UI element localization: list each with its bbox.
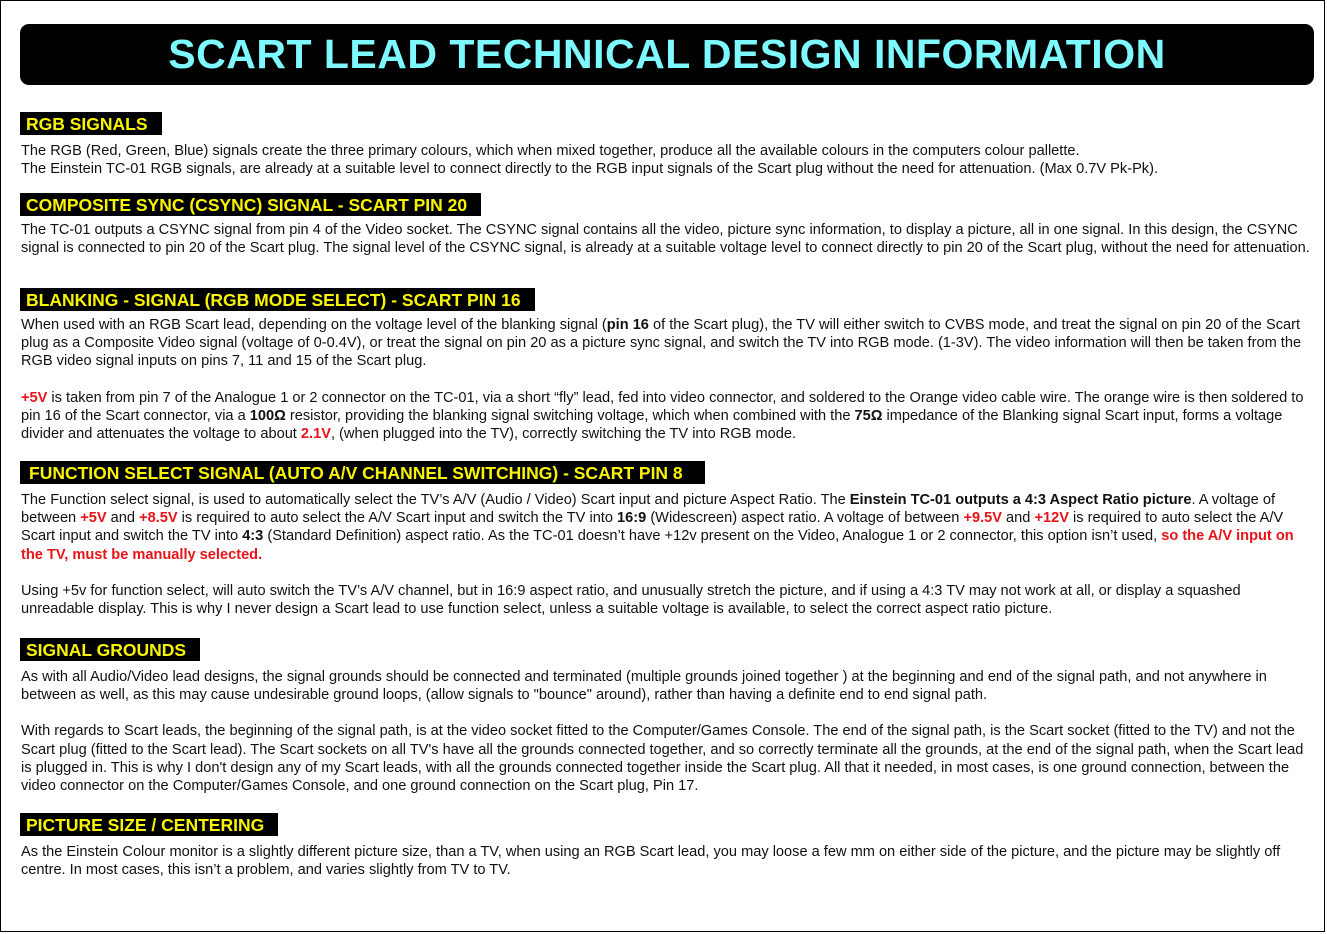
section-blanking-signal — [20, 288, 1310, 443]
paragraph: The Einstein TC-01 RGB signals, are already at a suitable level to connect directly to the RGB input signals of the Scart plug without the need for attenuation. (Max 0.7V Pk-Pk). — [21, 161, 1159, 178]
section-function-select — [20, 461, 1310, 618]
section-picture-size — [20, 813, 1310, 879]
paragraph: +5V is taken from pin 7 of the Analogue 1 or 2 connector on the TC-01, via a short “fly” lead, fed into video connector, and soldered to the Orange video cable wire. The orange wire is then soldered to pin 16 of the Scart connector, via a 100Ω resistor, providing the blanking signal switching voltage, which when combined with the 75Ω impedance of the Blanking signal Scart input, forms a voltage divider and attenuates the voltage to about 2.1V, (when plugged into the TV), correctly switching the TV into RGB mode. — [21, 389, 1304, 443]
paragraph: Using +5v for function select, will auto switch the TV’s A/V channel, but in 16:9 aspect ratio, and unusually stretch the picture, and if using a 4:3 TV may not work at all, or display a squashed unreadable display. This is why I never design a Scart lead to use function select, unless a suitable voltage is available, to select the correct aspect ratio picture. — [21, 582, 1241, 618]
paragraph: The RGB (Red, Green, Blue) signals create the three primary colours, which when mixed together, produce all the available colours in the computers colour pallette. — [21, 143, 1080, 159]
paragraph: As the Einstein Colour monitor is a slightly different picture size, than a TV, when using an RGB Scart lead, you may loose a few mm on either side of the picture, and the picture may be slightly off centre. In most cases, this isn’t a problem, and varies slightly from TV to TV. — [21, 844, 1281, 879]
section-rgb-signals — [20, 112, 1310, 178]
paragraph: The TC-01 outputs a CSYNC signal from pin 4 of the Video socket. The CSYNC signal contains all the video, picture sync information, to display a picture, all in one signal. In this design, the CSYNC signal is connected to pin 20 of the Scart plug. The signal level of the CSYNC signal, is already at a suitable voltage level to connect directly to pin 20 of the Scart plug, without the need for attenuation. — [21, 222, 1310, 257]
paragraph: When used with an RGB Scart lead, depending on the voltage level of the blanking signal (pin 16 of the Scart plug), the TV will either switch to CVBS mode, and treat the signal on pin 20 of the Scart plug as a Composite Video signal (voltage of 0-0.4V), or treat the signal on pin 20 as a picture sync signal, and switch the TV into RGB mode. (1-3V). The video information will then be taken from the RGB video signal inputs on pins 7, 11 and 15 of the Scart plug. — [21, 317, 1302, 370]
section-heading: FUNCTION SELECT SIGNAL (AUTO A/V CHANNEL SWITCHING) - SCART PIN 8 — [20, 461, 705, 484]
section-heading: PICTURE SIZE / CENTERING — [20, 813, 278, 836]
section-heading: BLANKING - SIGNAL (RGB MODE SELECT) - SCART PIN 16 — [20, 288, 535, 311]
paragraph: With regards to Scart leads, the beginning of the signal path, is at the video socket fitted to the Computer/Games Console. The end of the signal path, is the Scart socket (fitted to the TV) and not the Scart plug (fitted to the Scart lead). The Scart sockets on all TV's have all the grounds connected together, and so correctly terminate all the grounds, at the end of the signal path, when the Scart lead is plugged in. This is why I don't design any of my Scart leads, with all the grounds connected together inside the Scart plug. All that it needed, in most cases, is one ground connection, between the video connector on the Computer/Games Console, and one ground connection on the Scart plug, Pin 17. — [21, 723, 1304, 795]
section-signal-grounds — [20, 638, 1310, 795]
title-banner — [20, 24, 1314, 85]
section-heading: COMPOSITE SYNC (CSYNC) SIGNAL - SCART PIN 20 — [20, 193, 481, 216]
paragraph: The Function select signal, is used to automatically select the TV’s A/V (Audio / Video) Scart input and picture Aspect Ratio. The Einstein TC-01 outputs a 4:3 Aspect Ratio picture. A voltage of between +5V and +8.5V is required to auto select the A/V Scart input and switch the TV into 16:9 (Widescreen) aspect ratio. A voltage of between +9.5V and +12V is required to auto select the A/V Scart input and switch the TV into 4:3 (Standard Definition) aspect ratio. As the TC-01 doesn’t have +12v present on the Video, Analogue 1 or 2 connector, this option isn’t used, so the A/V input on the TV, must be manually selected. — [21, 492, 1294, 563]
paragraph: As with all Audio/Video lead designs, the signal grounds should be connected and terminated (multiple grounds joined together ) at the beginning and end of the signal path, and not anywhere in between as well, as this may cause undesirable ground loops, (allow signals to "bounce" around), rather than having a definite end to end signal path. — [21, 669, 1267, 704]
section-heading: RGB SIGNALS — [20, 112, 162, 135]
page-title: SCART LEAD TECHNICAL DESIGN INFORMATION — [168, 31, 1166, 77]
section-heading: SIGNAL GROUNDS — [20, 638, 200, 661]
section-composite-sync — [20, 193, 1310, 257]
